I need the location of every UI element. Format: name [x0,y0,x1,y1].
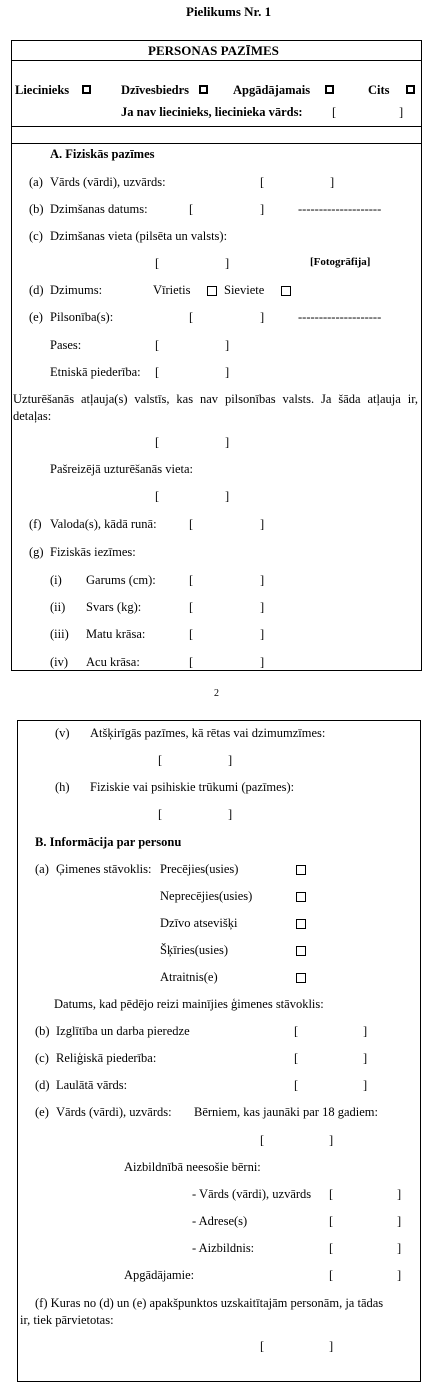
sex-label: Dzimums: [50,283,103,297]
item-num: (i) [50,573,62,587]
dc-address-label: - Adrese(s) [192,1214,248,1228]
bracket-close: ] [363,1051,368,1065]
bracket-open: [ [189,655,194,669]
dash-line: -------------------- [298,202,382,216]
witness-checkbox[interactable] [82,85,91,94]
relocated-text-line1: (f) Kuras no (d) un (e) apakšpunktos uzskaitītajām personām, ja tādas [35,1296,384,1310]
bracket-open: [ [189,202,194,216]
option-partner-label: Dzīvesbiedrs [121,83,190,97]
bracket-open: [ [260,1133,265,1147]
bracket-open: [ [329,1268,334,1282]
item-num: (c) [35,1051,49,1065]
marital-status-label: Ģimenes stāvoklis: [56,862,152,876]
female-checkbox[interactable] [281,286,291,296]
bracket-open: [ [189,517,194,531]
item-num: (a) [35,862,49,876]
dc-name-label: - Vārds (vārdi), uzvārds [192,1187,312,1201]
divider [11,126,422,127]
form-frame-page1 [11,40,422,671]
hair-color-label: Matu krāsa: [86,627,146,641]
residence-permit-text: Uzturēšanās atļauja(s) valstīs, kas nav pilsonības valsts. Ja šāda atļauja ir, detaļas: [13,392,418,423]
weight-label: Svars (kg): [86,600,142,614]
item-num: (d) [29,283,44,297]
bracket-open: [ [155,489,160,503]
item-num: (iii) [50,627,69,641]
bracket-close: ] [363,1024,368,1038]
item-num: (g) [29,545,44,559]
section-a-title: A. Fiziskās pazīmes [50,147,155,161]
physical-features-label: Fiziskās iezīmes: [50,545,136,559]
married-label: Precējies(usies) [160,862,239,876]
bracket-open: [ [260,1339,265,1353]
section-title: PERSONAS PAZĪMES [148,43,279,58]
bracket-open: [ [189,310,194,324]
page-title: Pielikums Nr. 1 [186,4,272,19]
male-checkbox[interactable] [207,286,217,296]
item-num: (d) [35,1078,50,1092]
item-num: (f) [29,517,42,531]
female-label: Sieviete [224,283,265,297]
bracket-close: ] [329,1133,334,1147]
birth-date-label: Dzimšanas datums: [50,202,148,216]
item-num: (e) [29,310,43,324]
bracket-close: ] [225,435,230,449]
bracket-close: ] [260,627,265,641]
bracket-close: ] [260,202,265,216]
bracket-close: ] [397,1241,402,1255]
dependent-children-label: Aizbildnībā neesošie bērni: [124,1160,261,1174]
unmarried-checkbox[interactable] [296,892,306,902]
other-checkbox[interactable] [406,85,415,94]
bracket-open: [ [294,1078,299,1092]
education-label: Izglītība un darba pieredze [56,1024,190,1038]
separated-checkbox[interactable] [296,919,306,929]
bracket-open: [ [189,573,194,587]
bracket-open: [ [329,1187,334,1201]
bracket-open: [ [155,365,160,379]
page-number: 2 [214,688,219,699]
widowed-checkbox[interactable] [296,973,306,983]
bracket-close: ] [228,753,233,767]
bracket-close: ] [260,600,265,614]
current-residence-label: Pašreizējā uzturēšanās vieta: [50,462,193,476]
bracket-open: [ [189,600,194,614]
birth-place-label: Dzimšanas vieta (pilsēta un valsts): [50,229,228,243]
divorced-label: Šķīries(usies) [160,943,229,957]
bracket-close: ] [397,1214,402,1228]
status-change-label: Datums, kad pēdējo reizi mainījies ģimenes stāvoklis: [54,997,324,1011]
bracket-close: ] [260,573,265,587]
bracket-close: ] [225,256,230,270]
dash-line: -------------------- [298,310,382,324]
language-label: Valoda(s), kādā runā: [50,517,157,531]
relocated-text-line2: ir, tiek pārvietotas: [20,1313,114,1327]
partner-checkbox[interactable] [199,85,208,94]
religion-label: Reliģiskā piederība: [56,1051,157,1065]
bracket-open: [ [260,175,265,189]
dependant-checkbox[interactable] [325,85,334,94]
photo-placeholder: [Fotogrāfija] [310,256,371,268]
option-other-label: Cits [368,83,390,97]
divider [11,60,422,61]
children-under18-label: Bērniem, kas jaunāki par 18 gadiem: [194,1105,378,1119]
bracket-open: [ [158,807,163,821]
disabilities-label: Fiziskie vai psihiskie trūkumi (pazīmes): [90,780,295,794]
bracket-open: [ [294,1051,299,1065]
bracket-open: [ [332,105,337,119]
bracket-close: ] [260,310,265,324]
name-label: Vārds (vārdi), uzvārds: [50,175,166,189]
item-num: (b) [35,1024,50,1038]
divorced-checkbox[interactable] [296,946,306,956]
citizenship-label: Pilsonība(s): [50,310,114,324]
dc-guardian-label: - Aizbildnis: [192,1241,255,1255]
bracket-close: ] [225,338,230,352]
separated-label: Dzīvo atsevišķi [160,916,238,930]
item-num: (c) [29,229,43,243]
distinguishing-marks-label: Atšķirīgās pazīmes, kā rētas vai dzimumzīmes: [90,726,326,740]
option-dependant-label: Apgādājamais [233,83,311,97]
bracket-close: ] [260,517,265,531]
eye-color-label: Acu krāsa: [86,655,140,669]
item-num: (a) [29,175,43,189]
bracket-close: ] [397,1268,402,1282]
item-num: (e) [35,1105,49,1119]
bracket-close: ] [260,655,265,669]
bracket-open: [ [158,753,163,767]
bracket-open: [ [155,256,160,270]
item-num: (v) [55,726,70,740]
married-checkbox[interactable] [296,865,306,875]
bracket-close: ] [363,1078,368,1092]
section-b-title: B. Informācija par personu [35,835,182,849]
bracket-close: ] [397,1187,402,1201]
option-witness-label: Liecinieks [15,83,70,97]
bracket-open: [ [294,1024,299,1038]
ethnicity-label: Etniskā piederība: [50,365,141,379]
bracket-open: [ [155,338,160,352]
bracket-close: ] [225,365,230,379]
widowed-label: Atraitnis(e) [160,970,218,984]
male-label: Vīrietis [153,283,191,297]
bracket-close: ] [399,105,404,119]
item-num: (b) [29,202,44,216]
item-num: (iv) [50,655,69,669]
item-num: (h) [55,780,70,794]
unmarried-label: Neprecējies(usies) [160,889,253,903]
bracket-close: ] [330,175,335,189]
bracket-open: [ [189,627,194,641]
dependants-label: Apgādājamie: [124,1268,195,1282]
item-num: (ii) [50,600,66,614]
spouse-name-label: Laulātā vārds: [56,1078,128,1092]
bracket-close: ] [329,1339,334,1353]
bracket-close: ] [225,489,230,503]
divider [11,143,422,144]
witness-name-label: Ja nav liecinieks, liecinieka vārds: [121,105,303,119]
children-name-label: Vārds (vārdi), uzvārds: [56,1105,172,1119]
bracket-open: [ [329,1241,334,1255]
height-label: Garums (cm): [86,573,156,587]
passports-label: Pases: [50,338,82,352]
bracket-close: ] [228,807,233,821]
bracket-open: [ [155,435,160,449]
bracket-open: [ [329,1214,334,1228]
